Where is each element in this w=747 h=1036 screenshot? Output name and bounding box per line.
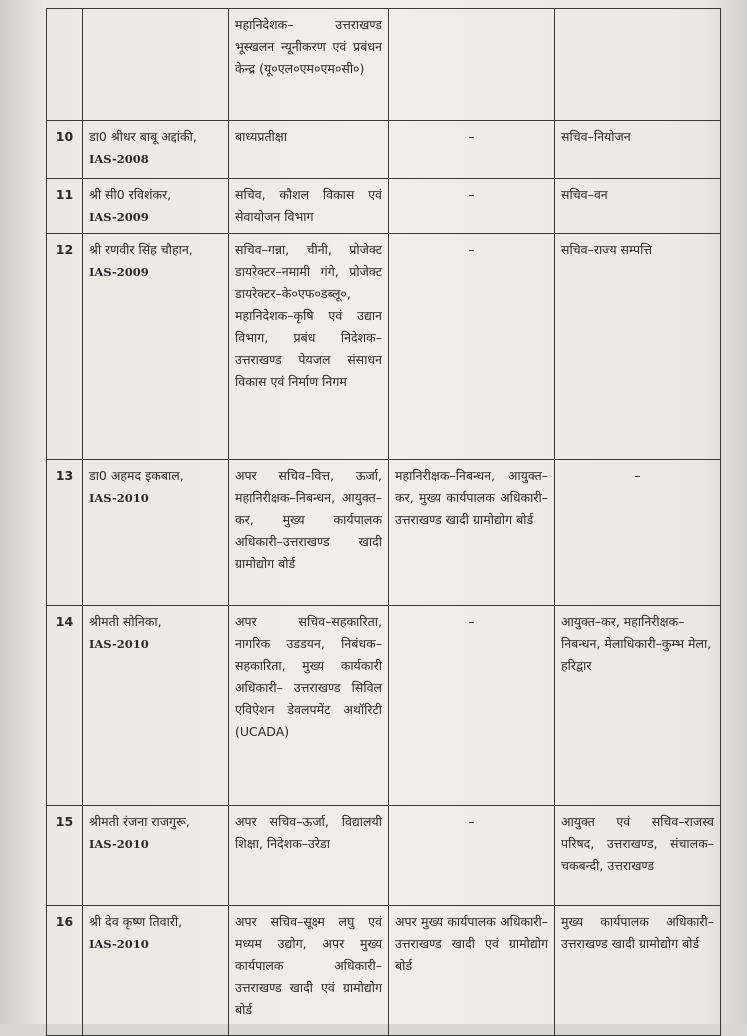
table-row xyxy=(47,906,721,1036)
serial-number: 16 xyxy=(47,906,83,1036)
serial-number xyxy=(47,9,83,121)
current-post-text: बाध्यप्रतीक्षा xyxy=(235,129,288,144)
new-post-text: सचिव–नियोजन xyxy=(561,129,631,144)
current-post-text: अपर सचिव–ऊर्जा, विद्यालयी शिक्षा, निदेशक–उरेडा xyxy=(235,814,382,851)
additional-charge-cell xyxy=(389,121,555,179)
additional-charge-cell xyxy=(389,606,555,806)
additional-charge-cell xyxy=(389,906,555,1036)
serial-number: 15 xyxy=(47,806,83,906)
current-post-text: सचिव–गन्ना, चीनी, प्रोजेक्ट डायरेक्टर–नमामी गंगे, प्रोजेक्ट डायरेक्टर–के०एफ०डब्लू०, xyxy=(235,242,382,301)
new-post-cell xyxy=(555,806,721,906)
new-post-text: आयुक्त–कर, महानिरीक्षक–निबन्धन, मेलाधिकारी–कुम्भ मेला, हरिद्वार xyxy=(561,614,712,673)
current-post-cell xyxy=(229,906,389,1036)
officer-batch: IAS-2009 xyxy=(89,210,149,224)
additional-charge-cell xyxy=(389,234,555,460)
officer-name: डा0 अहमद इकबाल, xyxy=(89,468,184,483)
officer-name: डा0 श्रीधर बाबू अद्दांकी, xyxy=(89,129,197,144)
new-post-text: आयुक्त एवं सचिव–राजस्व परिषद, उत्तराखण्ड, संचालक–चकबन्दी, उत्तराखण्ड xyxy=(561,814,714,873)
current-post-text: अपर सचिव–सूक्ष्म लघु एवं मध्यम उद्योग, अपर मुख्य कार्यपालक अधिकारी–उत्तराखण्ड खादी एवं ग्रामोद्योग बोर्ड xyxy=(235,914,382,1017)
officer-cell xyxy=(83,906,229,1036)
serial-number: 13 xyxy=(47,460,83,606)
officer-cell xyxy=(83,806,229,906)
additional-charge-text: – xyxy=(468,129,475,144)
table-row xyxy=(47,179,721,234)
officer-cell xyxy=(83,121,229,179)
officer-cell xyxy=(83,460,229,606)
additional-charge-text: – xyxy=(468,614,475,629)
current-post-text: महानिदेशक–कृषि एवं उद्यान विभाग, प्रबंध निदेशक–उत्तराखण्ड पेयजल संसाधन विकास एवं निर्माण निगम xyxy=(235,308,382,389)
new-post-cell xyxy=(555,179,721,234)
new-post-cell xyxy=(555,9,721,121)
officer-batch: IAS-2008 xyxy=(89,152,149,166)
table-row xyxy=(47,606,721,806)
additional-charge-text: अपर मुख्य कार्यपालक अधिकारी–उत्तराखण्ड खादी एवं ग्रामोद्योग बोर्ड xyxy=(395,914,548,973)
current-post-cell xyxy=(229,234,389,460)
officer-cell xyxy=(83,9,229,121)
current-post-text: सचिव, कौशल विकास एवं सेवायोजन विभाग xyxy=(235,187,382,224)
new-post-text: मुख्य कार्यपालक अधिकारी–उत्तराखण्ड खादी ग्रामोद्योग बोर्ड xyxy=(561,914,714,951)
table-row xyxy=(47,460,721,606)
officer-batch: IAS-2009 xyxy=(89,265,149,279)
additional-charge-cell xyxy=(389,9,555,121)
current-post-text: अपर सचिव–सहकारिता, नागरिक उडडयन, निबंधक–सहकारिता, मुख्य कार्यकारी अधिकारी– उत्तराखण्ड सिविल एविऐशन डेवलपमेंट अथॉरिटी (UCADA) xyxy=(235,614,382,739)
officer-cell xyxy=(83,179,229,234)
new-post-text: सचिव–राज्य सम्पत्ति xyxy=(561,242,652,257)
new-post-cell xyxy=(555,121,721,179)
officer-name: श्री सी0 रविशंकर, xyxy=(89,187,172,202)
new-post-cell xyxy=(555,460,721,606)
officer-cell xyxy=(83,606,229,806)
current-post-cell xyxy=(229,806,389,906)
additional-charge-cell xyxy=(389,179,555,234)
serial-number: 14 xyxy=(47,606,83,806)
officer-name: श्री रणवीर सिंह चौहान, xyxy=(89,242,193,257)
current-post-cell xyxy=(229,179,389,234)
officer-batch: IAS-2010 xyxy=(89,491,149,505)
officer-batch: IAS-2010 xyxy=(89,837,149,851)
current-post-text: अपर सचिव–वित्त, ऊर्जा, महानिरीक्षक–निबन्धन, आयुक्त–कर, मुख्य कार्यपालक अधिकारी–उत्तराखण्ड खादी ग्रामोद्योग बोर्ड xyxy=(235,468,382,571)
additional-charge-text: – xyxy=(468,814,475,829)
serial-number: 10 xyxy=(47,121,83,179)
officer-name: श्रीमती रंजना राजगुरू, xyxy=(89,814,190,829)
current-post-cell xyxy=(229,460,389,606)
current-post-cell xyxy=(229,9,389,121)
officer-name: श्रीमती सोनिका, xyxy=(89,614,162,629)
new-post-cell xyxy=(555,606,721,806)
officer-batch: IAS-2010 xyxy=(89,637,149,651)
additional-charge-cell xyxy=(389,806,555,906)
current-post-cell xyxy=(229,606,389,806)
current-post-cell xyxy=(229,121,389,179)
officer-name: श्री देव कृष्ण तिवारी, xyxy=(89,914,183,929)
table-row xyxy=(47,234,721,460)
officer-cell xyxy=(83,234,229,460)
table-row xyxy=(47,121,721,179)
table-row xyxy=(47,806,721,906)
new-post-text: सचिव–वन xyxy=(561,187,608,202)
new-post-text: – xyxy=(634,468,641,483)
serial-number: 12 xyxy=(47,234,83,460)
new-post-cell xyxy=(555,234,721,460)
additional-charge-cell xyxy=(389,460,555,606)
officer-transfer-table xyxy=(46,8,721,1036)
current-post-text: महानिदेशक– उत्तराखण्ड भूस्खलन न्यूनीकरण एवं प्रबंधन केन्द्र (यू०एल०एम०एम०सी०) xyxy=(235,17,382,76)
table-row xyxy=(47,9,721,121)
new-post-cell xyxy=(555,906,721,1036)
additional-charge-text: महानिरीक्षक–निबन्धन, आयुक्त–कर, मुख्य कार्यपालक अधिकारी–उत्तराखण्ड खादी ग्रामोद्योग बोर्ड xyxy=(395,468,548,527)
officer-batch: IAS-2010 xyxy=(89,937,149,951)
serial-number: 11 xyxy=(47,179,83,234)
additional-charge-text: – xyxy=(468,187,475,202)
additional-charge-text: – xyxy=(468,242,475,257)
